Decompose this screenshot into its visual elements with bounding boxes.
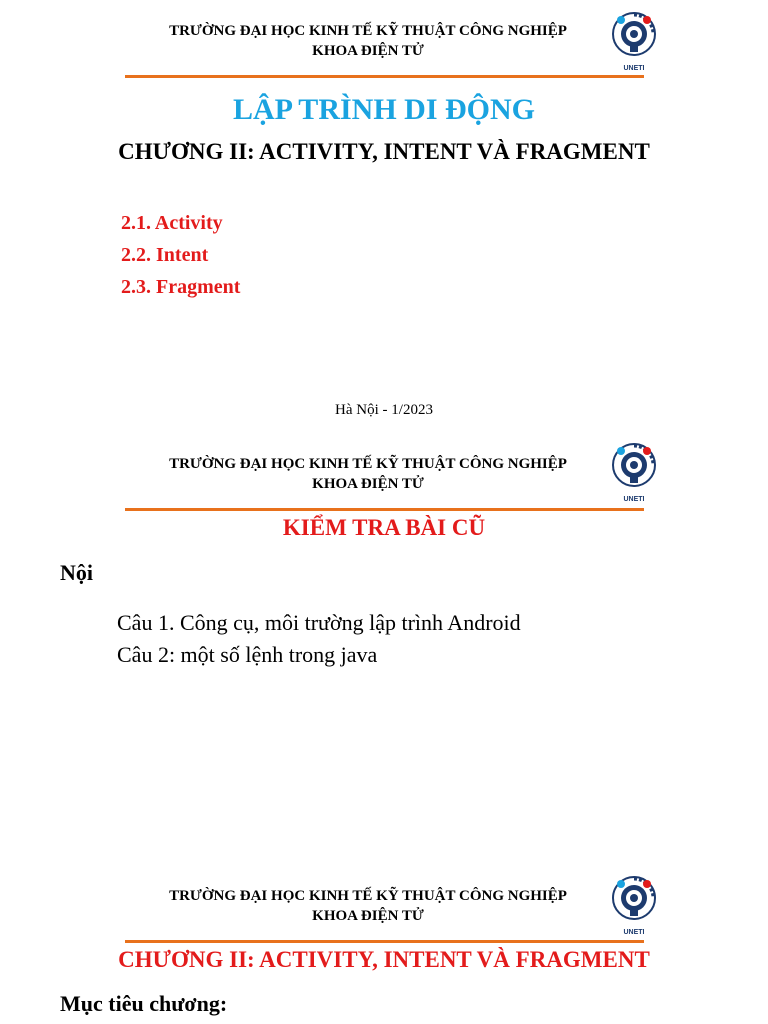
school-name: TRƯỜNG ĐẠI HỌC KINH TẾ KỸ THUẬT CÔNG NGHIỆP	[169, 456, 567, 472]
header-divider	[125, 75, 644, 78]
logo-label: UNETI	[623, 65, 645, 72]
toc-item-fragment: 2.3. Fragment	[121, 276, 241, 298]
question-list	[117, 607, 521, 671]
question-2: Câu 2: một số lệnh trong java	[117, 642, 378, 667]
school-name: TRƯỜNG ĐẠI HỌC KINH TẾ KỸ THUẬT CÔNG NGHIỆP	[169, 23, 567, 39]
uneti-logo	[609, 441, 659, 503]
uneti-logo	[609, 10, 659, 72]
slide-1	[0, 0, 768, 430]
content-label: Nội	[60, 560, 93, 585]
place-date: Hà Nội - 1/2023	[335, 402, 433, 418]
toc-item-activity: 2.1. Activity	[121, 212, 223, 234]
objectives-label: Mục tiêu chương:	[60, 991, 228, 1016]
toc-item-intent: 2.2. Intent	[121, 244, 209, 266]
slide-2-header	[124, 454, 612, 494]
header-divider	[125, 508, 644, 511]
school-name: TRƯỜNG ĐẠI HỌC KINH TẾ KỸ THUẬT CÔNG NGHIỆP	[169, 888, 567, 904]
uneti-logo	[609, 874, 659, 936]
chapter-title: CHƯƠNG II: ACTIVITY, INTENT VÀ FRAGMENT	[118, 947, 650, 972]
logo-emblem-icon	[609, 10, 659, 62]
logo-label: UNETI	[623, 929, 645, 936]
question-1: Câu 1. Công cụ, môi trường lập trình Android	[117, 610, 521, 635]
logo-label: UNETI	[623, 496, 645, 503]
course-title: LẬP TRÌNH DI ĐỘNG	[233, 93, 535, 126]
slide-3-header	[124, 886, 612, 926]
header-divider	[125, 940, 644, 943]
review-title: KIỂM TRA BÀI CŨ	[282, 515, 486, 540]
slide-1-header	[124, 21, 612, 61]
table-of-contents	[121, 207, 240, 303]
faculty-name: KHOA ĐIỆN TỬ	[312, 476, 424, 492]
faculty-name: KHOA ĐIỆN TỬ	[312, 908, 424, 924]
logo-emblem-icon	[609, 441, 659, 493]
faculty-name: KHOA ĐIỆN TỬ	[312, 43, 424, 59]
logo-emblem-icon	[609, 874, 659, 926]
chapter-subtitle: CHƯƠNG II: ACTIVITY, INTENT VÀ FRAGMENT	[118, 139, 650, 164]
